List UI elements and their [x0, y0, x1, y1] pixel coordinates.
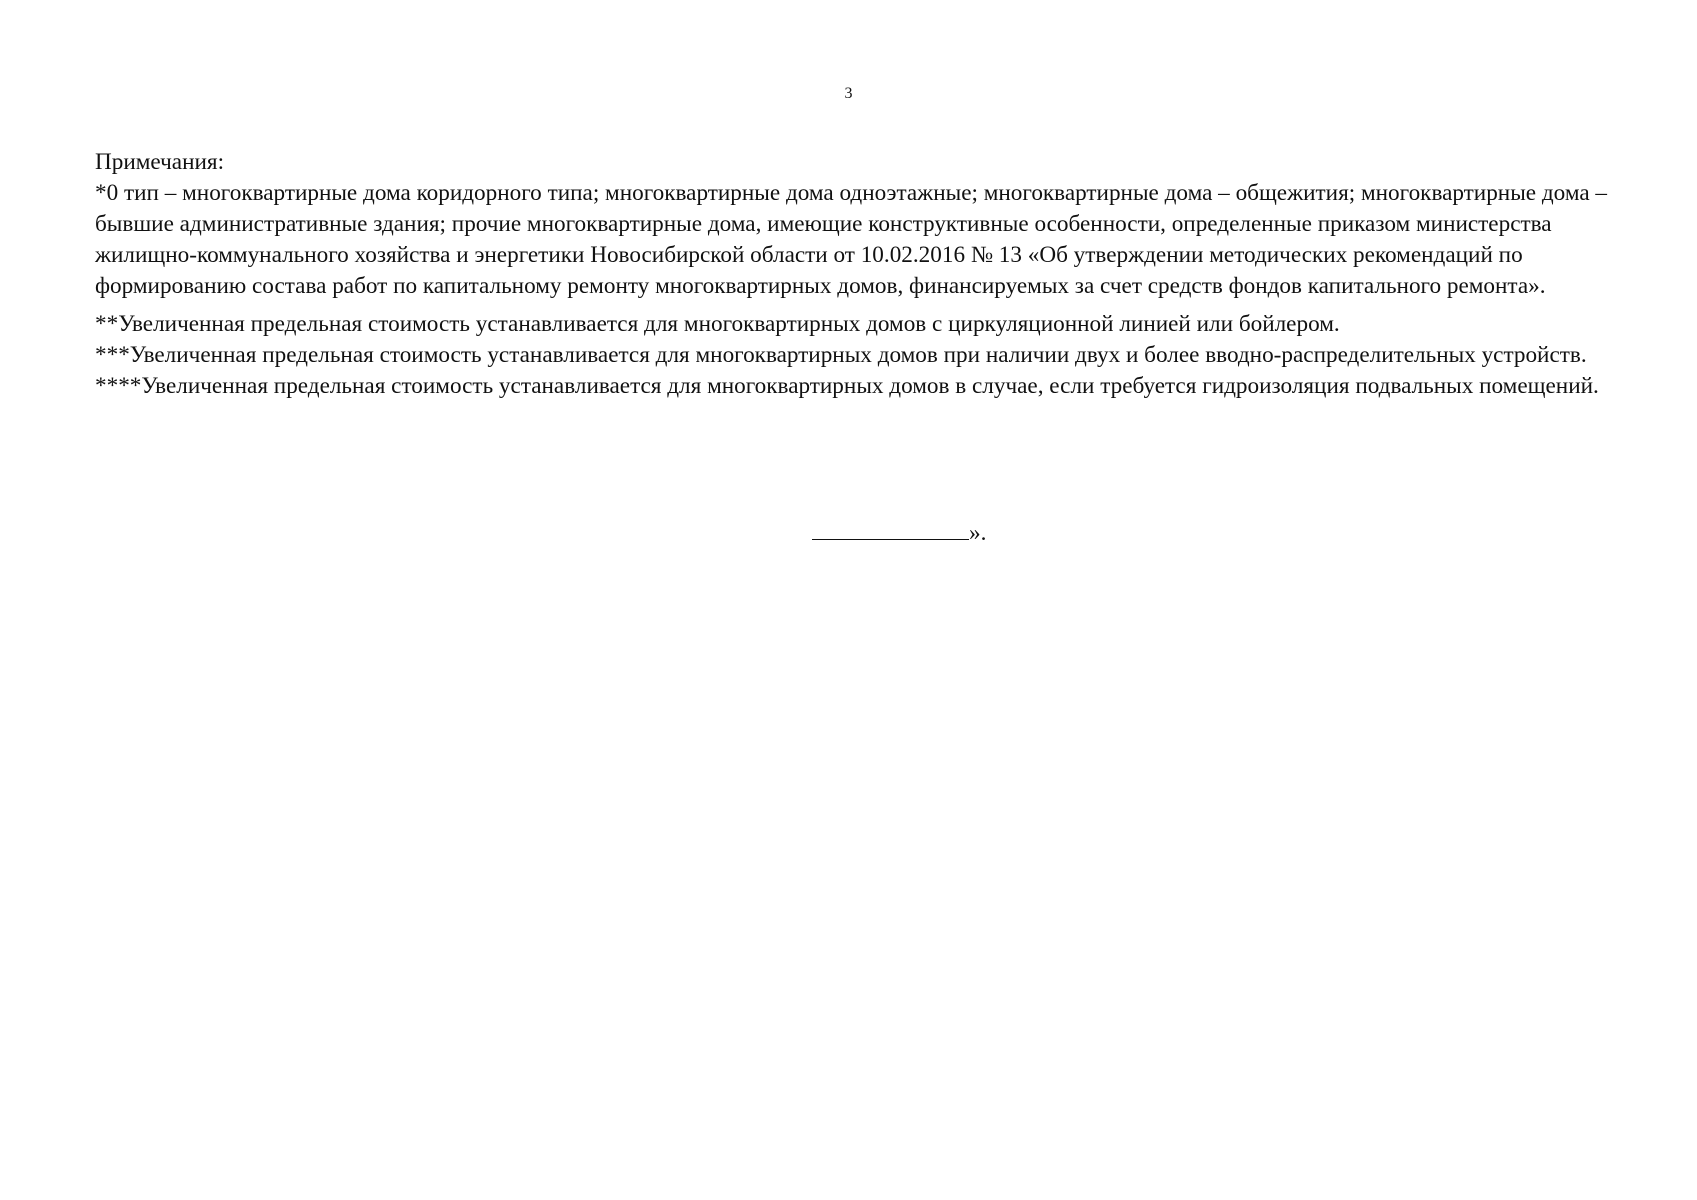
note-item-waterproofing: ****Увеличенная предельная стоимость устанавливается для многоквартирных домов в случае, если требуется гидроизоляция подвальных помещений.	[95, 373, 1599, 399]
note-item-type-zero: *0 тип – многоквартирные дома коридорного типа; многоквартирные дома одноэтажные; многоквартирные дома – общежития; многоквартирные дома – бывшие административные здания; прочие многоквартирные дома, имеющие конструктивные особенности, определенные приказом министерства жилищно-коммунального хозяйства и энергетики Новосибирской области от 10.02.2016 № 13 «Об утверждении методических рекомендаций по формированию состава работ по капитальному ремонту многоквартирных домов, финансируемых за счет средств фондов капитального ремонта».	[95, 180, 1608, 299]
notes-section	[95, 147, 1615, 402]
note-item-distribution-devices: ***Увеличенная предельная стоимость устанавливается для многоквартирных домов при наличии двух и более вводно-распределительных устройств.	[95, 342, 1587, 368]
closing-mark	[812, 518, 986, 549]
notes-heading: Примечания:	[95, 149, 225, 175]
closing-rule	[812, 519, 969, 540]
note-item-circulation: **Увеличенная предельная стоимость устанавливается для многоквартирных домов с циркуляционной линией или бойлером.	[95, 311, 1340, 337]
closing-quote: ».	[969, 520, 987, 546]
page-number: 3	[844, 85, 853, 102]
